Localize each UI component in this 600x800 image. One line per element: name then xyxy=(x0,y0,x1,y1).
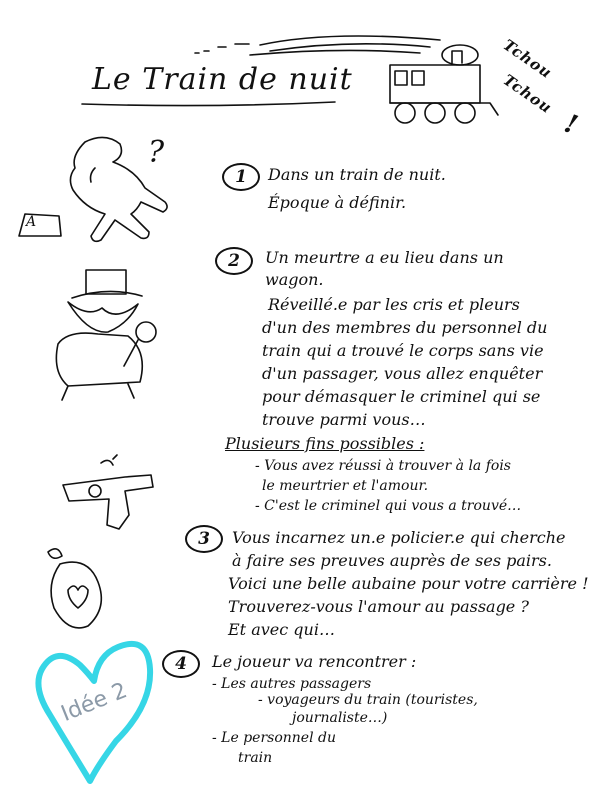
section-4-line-2: - Les autres passagers xyxy=(212,676,372,692)
section-2-line-4: d'un des membres du personnel du xyxy=(262,318,548,337)
section-1-number: 1 xyxy=(222,163,260,191)
section-2-line-1: Un meurtre a eu lieu dans un xyxy=(265,248,504,267)
section-1-line-1: Dans un train de nuit. xyxy=(268,165,446,184)
ending-item-1-cont: le meurtrier et l'amour. xyxy=(262,478,429,494)
endings-heading: Plusieurs fins possibles : xyxy=(225,434,425,453)
tchou-text-1: Tchou xyxy=(499,35,556,83)
evidence-marker-letter: A xyxy=(26,214,37,230)
ending-item-2: - C'est le criminel qui vous a trouvé… xyxy=(255,498,522,514)
section-4-line-5: - Le personnel du xyxy=(212,730,336,746)
section-3-line-5: Et avec qui… xyxy=(228,620,335,639)
evidence-marker xyxy=(15,210,65,240)
train-icon xyxy=(190,25,510,135)
detective-icon xyxy=(28,262,168,407)
heart-lion-icon xyxy=(40,540,110,640)
section-4-number: 4 xyxy=(162,650,200,678)
section-4-line-1: Le joueur va rencontrer : xyxy=(212,652,417,671)
ending-item-1: - Vous avez réussi à trouver à la fois xyxy=(255,458,511,474)
section-2-line-6: d'un passager, vous allez enquêter xyxy=(262,364,543,383)
heart-note-label: Idée 2 xyxy=(57,678,131,727)
section-3-line-4: Trouverez-vous l'amour au passage ? xyxy=(228,597,529,616)
section-3-line-1: Vous incarnez un.e policier.e qui cherche xyxy=(232,528,566,547)
section-2-line-7: pour démasquer le criminel qui se xyxy=(262,387,541,406)
question-mark: ? xyxy=(148,135,165,170)
section-3-line-3: Voici une belle aubaine pour votre carrière ! xyxy=(228,574,589,593)
section-3-line-2: à faire ses preuves auprès de ses pairs. xyxy=(232,551,552,570)
page-title: Le Train de nuit xyxy=(92,62,353,97)
section-2-line-8: trouve parmi vous… xyxy=(262,410,426,429)
section-2-line-5: train qui a trouvé le corps sans vie xyxy=(262,341,544,360)
tchou-text-2: Tchou xyxy=(499,70,556,118)
section-2-number: 2 xyxy=(215,247,253,275)
section-4-line-6: train xyxy=(238,750,273,766)
section-4-line-4: journaliste…) xyxy=(292,710,388,726)
section-1-line-2: Époque à définir. xyxy=(268,193,407,212)
section-4-line-3: - voyageurs du train (touristes, xyxy=(258,692,478,708)
revolver-icon xyxy=(55,455,165,535)
section-2-line-3: Réveillé.e par les cris et pleurs xyxy=(268,295,520,314)
body-outline-icon xyxy=(45,130,195,250)
tchou-exclamation: ! xyxy=(560,108,583,142)
section-3-number: 3 xyxy=(185,525,223,553)
section-2-line-2: wagon. xyxy=(265,270,324,289)
